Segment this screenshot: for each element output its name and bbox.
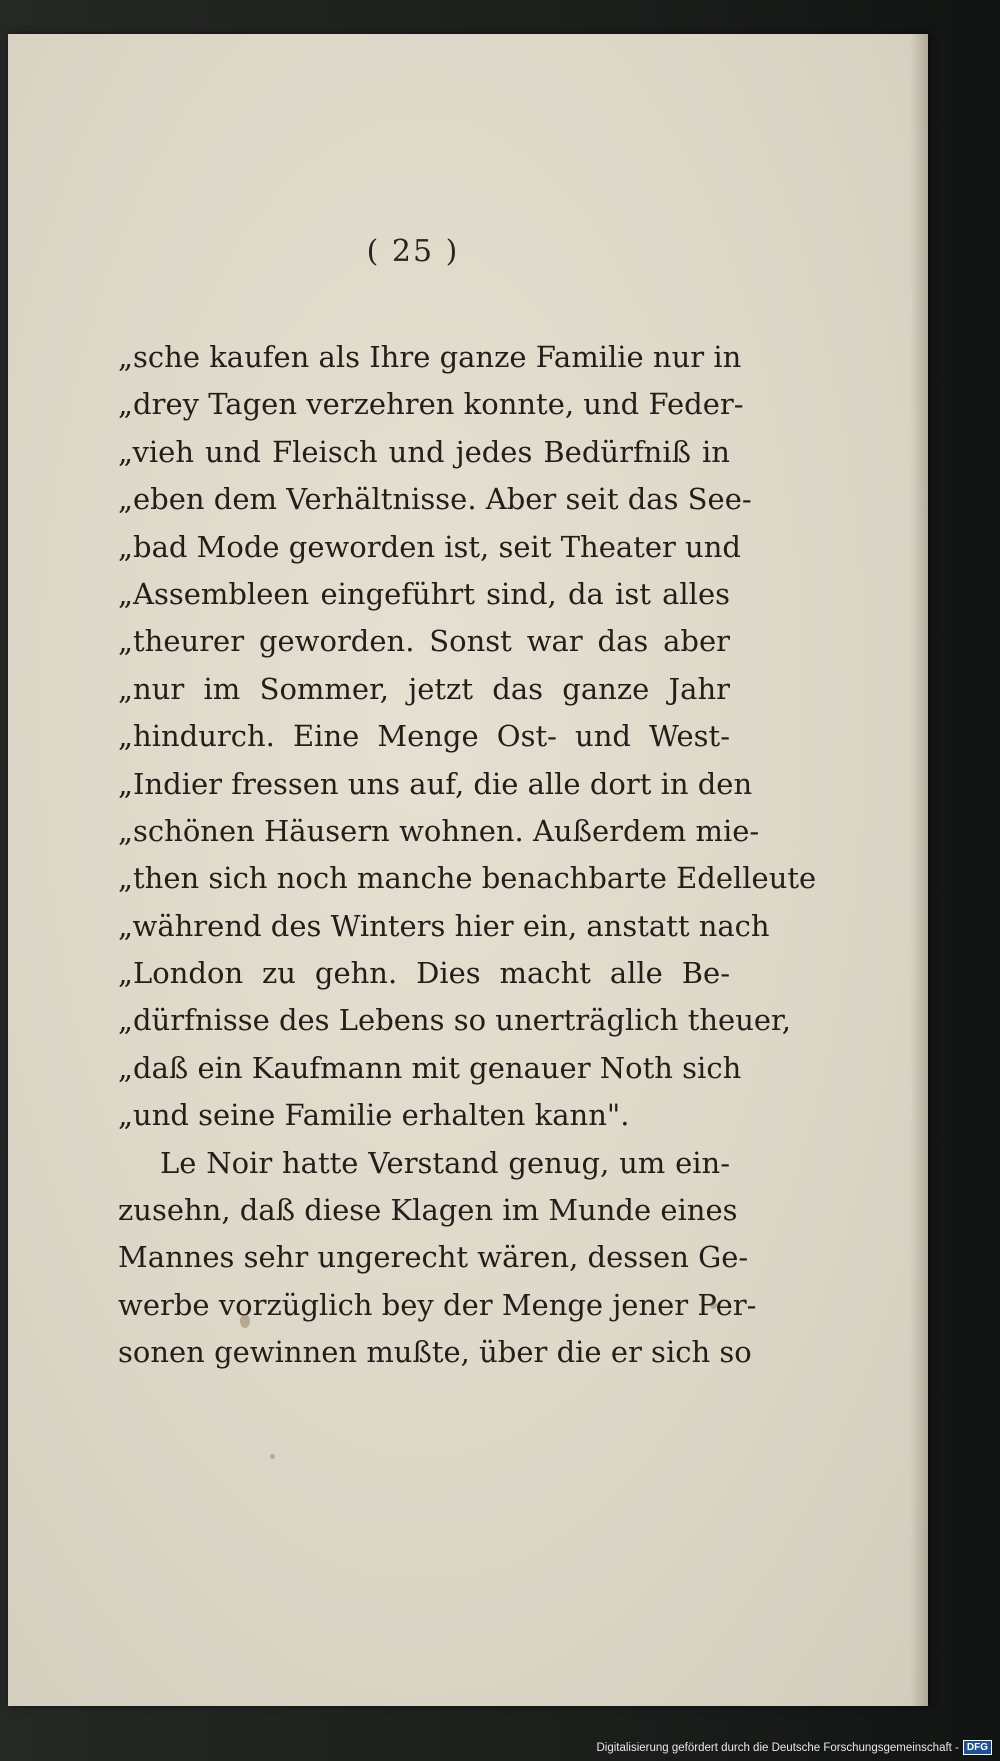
text-line: werbe vorzüglich bey der Menge jener Per-: [118, 1287, 757, 1322]
book-page: [8, 34, 928, 1706]
paragraph-start-line: Le Noir hatte Verstand genug, um ein-: [160, 1145, 730, 1180]
text-line: „eben dem Verhältnisse. Aber seit das See-: [118, 482, 752, 517]
paper-stain: [270, 1454, 275, 1459]
text-line: „bad Mode geworden ist, seit Theater und: [118, 529, 741, 564]
page-number: ( 25 ): [366, 234, 460, 269]
text-line: „London zu gehn. Dies macht alle Be-: [118, 956, 730, 991]
dfg-logo: DFG: [963, 1740, 992, 1755]
digitization-footer: [596, 1740, 992, 1755]
text-line: „sche kaufen als Ihre ganze Familie nur in: [118, 340, 742, 374]
paper-stain: [710, 1302, 717, 1309]
text-line: „vieh und Fleisch und jedes Bedürfniß in: [118, 434, 730, 469]
text-line: „Assembleen eingeführt sind, da ist alles: [118, 576, 730, 611]
text-line: „daß ein Kaufmann mit genauer Noth sich: [118, 1050, 742, 1085]
text-line: „Indier fressen uns auf, die alle dort in den: [118, 766, 753, 801]
text-line: „dürfnisse des Lebens so unerträglich theuer,: [118, 1003, 791, 1038]
text-line: „während des Winters hier ein, anstatt nach: [118, 908, 770, 943]
text-line: „theurer geworden. Sonst war das aber: [118, 624, 730, 659]
text-line: „schönen Häusern wohnen. Außerdem mie-: [118, 813, 760, 848]
text-line: Mannes sehr ungerecht wären, dessen Ge-: [118, 1240, 749, 1275]
footer-credit-text: Digitalisierung gefördert durch die Deutsche Forschungsgemeinschaft -: [596, 1741, 959, 1754]
text-line: sonen gewinnen mußte, über die er sich so: [118, 1335, 752, 1370]
text-line: „und seine Familie erhalten kann".: [118, 1098, 630, 1133]
text-line: „nur im Sommer, jetzt das ganze Jahr: [118, 671, 730, 706]
body-text: [118, 334, 817, 1377]
text-line: „then sich noch manche benachbarte Edelleute: [118, 861, 817, 896]
text-line: „drey Tagen verzehren konnte, und Feder-: [118, 387, 744, 422]
paper-stain: [240, 1314, 250, 1328]
text-line: zusehn, daß diese Klagen im Munde eines: [118, 1193, 738, 1228]
text-line: „hindurch. Eine Menge Ost- und West-: [118, 719, 730, 754]
